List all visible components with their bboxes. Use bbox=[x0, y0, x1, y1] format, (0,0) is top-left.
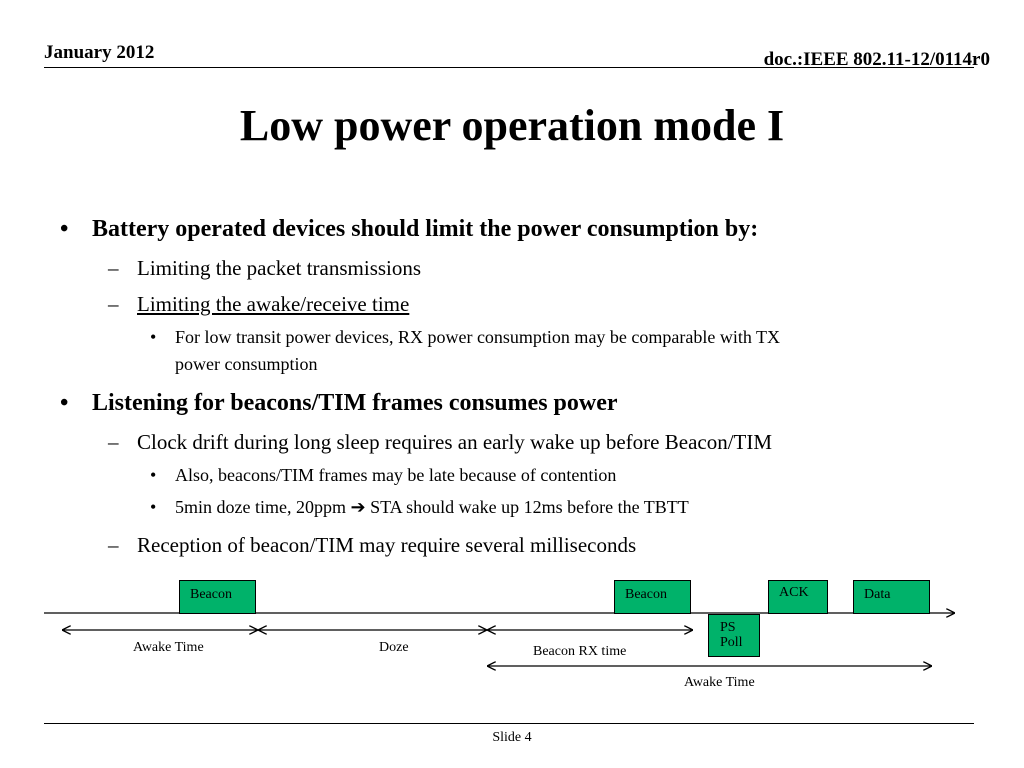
beacon-frame-1: Beacon bbox=[179, 580, 256, 614]
bullet-marker: • bbox=[60, 216, 69, 242]
slide-title: Low power operation mode I bbox=[239, 101, 785, 150]
sub-bullet-clock-drift: Clock drift during long sleep requires an early wake up before Beacon/TIM bbox=[137, 430, 773, 454]
sub-sub-bullet-rx-power-line1: For low transit power devices, RX power consumption may be comparable with TX bbox=[175, 327, 781, 347]
header-doc-id: doc.:IEEE 802.11-12/0114r0 bbox=[763, 49, 990, 70]
bullet-marker: • bbox=[150, 465, 157, 485]
ack-frame: ACK bbox=[768, 580, 828, 614]
footer-divider bbox=[44, 723, 974, 724]
dash-marker: – bbox=[108, 256, 119, 280]
dash-marker: – bbox=[108, 292, 119, 316]
bullet-marker: • bbox=[150, 497, 157, 517]
slide-number: Slide 4 bbox=[492, 730, 532, 745]
doze-label: Doze bbox=[379, 640, 409, 655]
sub-bullet-packet-transmissions: Limiting the packet transmissions bbox=[137, 256, 422, 280]
awake-time-1-label: Awake Time bbox=[133, 640, 204, 655]
dash-marker: – bbox=[108, 430, 119, 454]
bullet-marker: • bbox=[150, 327, 157, 347]
awake-time-2-label: Awake Time bbox=[684, 675, 755, 690]
bullet-battery-devices: Battery operated devices should limit the power consumption by: bbox=[92, 216, 759, 242]
sub-sub-bullet-late-beacons: Also, beacons/TIM frames may be late because of contention bbox=[175, 465, 617, 485]
sub-bullet-beacon-reception: Reception of beacon/TIM may require several milliseconds bbox=[137, 533, 637, 557]
ps-poll-line1: PS bbox=[720, 620, 736, 635]
right-arrow-icon: ➔ bbox=[350, 497, 366, 517]
sub-bullet-awake-receive-time: Limiting the awake/receive time bbox=[137, 292, 410, 316]
header-date: January 2012 bbox=[44, 42, 155, 63]
bullet-marker: • bbox=[60, 390, 69, 416]
beacon-frame-2: Beacon bbox=[614, 580, 691, 614]
sub-sub-bullet-rx-power-line2: power consumption bbox=[175, 354, 318, 374]
bullet-listening-beacons: Listening for beacons/TIM frames consumes power bbox=[92, 390, 618, 416]
doze-time-text-before: 5min doze time, 20ppm bbox=[175, 497, 351, 517]
dash-marker: – bbox=[108, 533, 119, 557]
beacon-rx-time-label: Beacon RX time bbox=[533, 644, 627, 659]
doze-time-text-after: STA should wake up 12ms before the TBTT bbox=[365, 497, 689, 517]
data-frame: Data bbox=[853, 580, 930, 614]
ps-poll-frame bbox=[708, 614, 760, 657]
ps-poll-line2: Poll bbox=[720, 634, 743, 650]
